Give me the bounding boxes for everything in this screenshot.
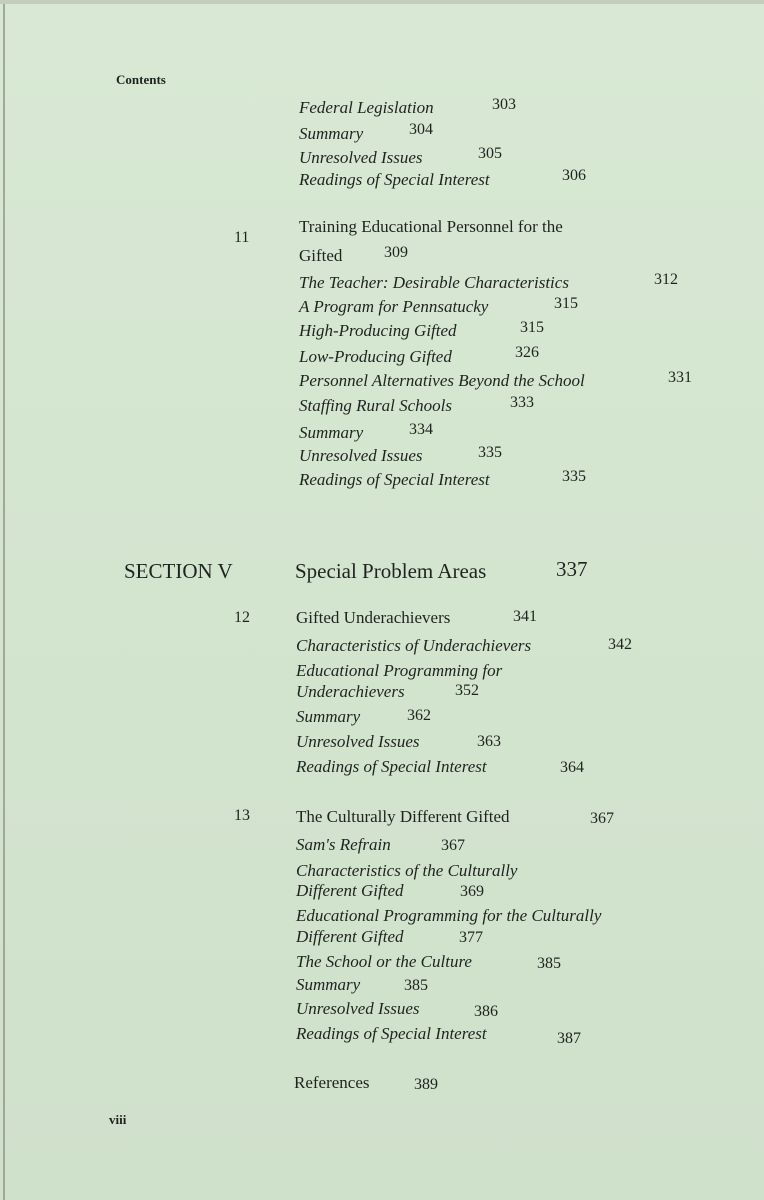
toc-entry-title: Unresolved Issues [296,999,420,1018]
toc-entry-page: 304 [409,121,433,138]
toc-entry-title: The School or the Culture [296,952,472,971]
chapter-page: 309 [384,244,408,261]
toc-entry-page: 377 [459,929,483,946]
chapter-title: Gifted Underachievers [296,608,451,627]
chapter-page: 367 [590,810,614,827]
references-title: References [294,1073,370,1092]
toc-entry-page: 333 [510,394,534,411]
toc-entry-title: Summary [296,975,361,994]
toc-entry-page: 335 [478,444,502,461]
toc-entry-page: 352 [455,682,479,699]
toc-entry-page: 306 [562,167,586,184]
toc-entry-title: Summary [296,707,361,726]
toc-entry-title: A Program for Pennsatucky [299,297,489,316]
toc-entry-title: Summary [299,124,364,143]
page-top-edge [0,0,764,4]
running-head: Contents [116,72,166,87]
toc-entry-page: 385 [537,955,561,972]
toc-entry-title: Summary [299,423,364,442]
chapter-title-continued: Gifted [299,246,343,265]
toc-entry-title: Characteristics of Underachievers [296,636,532,655]
toc-entry-title: Federal Legislation [299,98,434,117]
toc-entry-title: Unresolved Issues [299,148,423,167]
toc-entry-title: Educational Programming for the Culturally [296,906,602,925]
page-number: viii [109,1112,127,1127]
toc-entry-title: Readings of Special Interest [299,170,490,189]
toc-entry-page: 367 [441,837,465,854]
toc-entry-title: The Teacher: Desirable Characteristics [299,273,569,292]
toc-entry-page: 326 [515,344,539,361]
toc-entry-title: Unresolved Issues [296,732,420,751]
toc-entry-title: Readings of Special Interest [299,470,490,489]
toc-entry-page: 387 [557,1030,581,1047]
chapter-title: The Culturally Different Gifted [296,807,510,826]
toc-entry-title-continued: Different Gifted [296,881,404,900]
toc-entry-title: Staffing Rural Schools [299,396,452,415]
toc-entry-page: 364 [560,759,584,776]
toc-entry-title-continued: Underachievers [296,682,405,701]
chapter-number: 11 [234,229,250,246]
chapter-title: Training Educational Personnel for the [299,217,563,236]
toc-entry-title: Unresolved Issues [299,446,423,465]
chapter-page: 341 [513,608,537,625]
section-label: SECTION V [124,559,233,583]
toc-entry-page: 315 [554,295,578,312]
references-page: 389 [414,1076,438,1093]
toc-entry-page: 303 [492,96,516,113]
toc-entry-page: 305 [478,145,502,162]
toc-entry-page: 362 [407,707,431,724]
toc-entry-page: 363 [477,733,501,750]
chapter-number: 13 [234,807,250,824]
toc-entry-page: 385 [404,977,428,994]
section-page: 337 [556,557,588,581]
toc-entry-title: Sam's Refrain [296,835,391,854]
chapter-number: 12 [234,609,250,626]
toc-entry-title: Low-Producing Gifted [299,347,452,366]
section-title: Special Problem Areas [295,559,487,583]
toc-entry-title: Readings of Special Interest [296,757,487,776]
toc-entry-page: 315 [520,319,544,336]
toc-entry-title: Personnel Alternatives Beyond the School [299,371,585,390]
toc-entry-page: 331 [668,369,692,386]
toc-entry-title: Characteristics of the Culturally [296,861,518,880]
toc-entry-title: Educational Programming for [296,661,503,680]
toc-entry-page: 369 [460,883,484,900]
toc-entry-page: 335 [562,468,586,485]
toc-entry-page: 334 [409,421,433,438]
page-left-edge [3,4,5,1200]
toc-entry-title: Readings of Special Interest [296,1024,487,1043]
toc-entry-page: 312 [654,271,678,288]
toc-entry-title-continued: Different Gifted [296,927,404,946]
toc-entry-title: High-Producing Gifted [299,321,457,340]
toc-entry-page: 386 [474,1003,498,1020]
toc-entry-page: 342 [608,636,632,653]
